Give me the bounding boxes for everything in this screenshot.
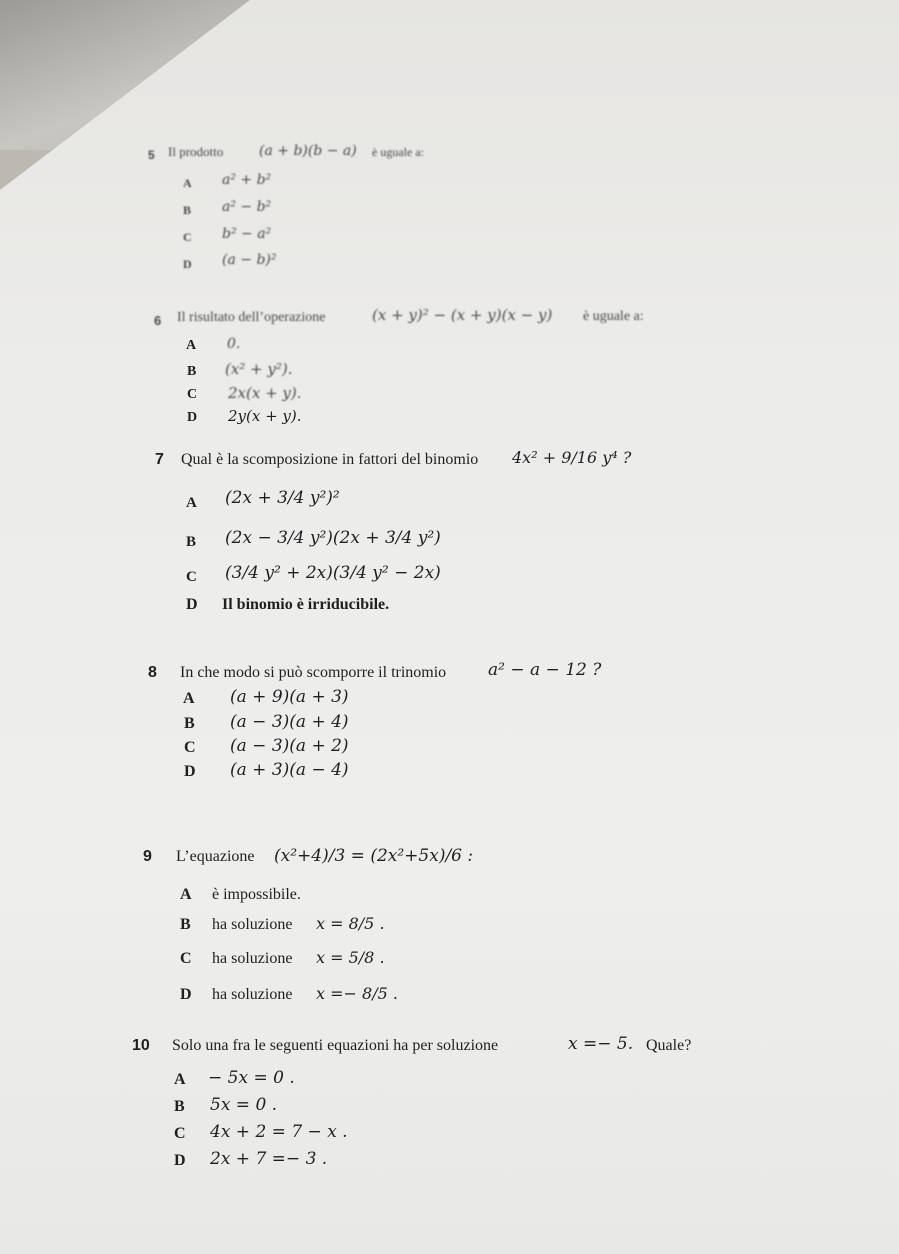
option-d: x =− 8/5 . [316, 984, 398, 1003]
option-letter: A [186, 338, 197, 353]
option-d: Il binomio è irriducibile. [222, 596, 390, 613]
option-c: (a − 3)(a + 2) [230, 736, 349, 756]
question-expression: (x + y)² − (x + y)(x − y) [372, 306, 553, 324]
question-stem: Il risultato dell’operazione [177, 310, 326, 325]
option-c: (3/4 y² + 2x)(3/4 y² − 2x) [225, 563, 441, 583]
option-b: a² − b² [222, 199, 272, 215]
option-c: 4x + 2 = 7 − x . [210, 1122, 348, 1142]
question-number: 10 [132, 1037, 150, 1054]
option-c: 2x(x + y). [228, 384, 302, 402]
option-letter: D [187, 410, 198, 425]
question-stem: Solo una fra le seguenti equazioni ha per soluzione [172, 1037, 499, 1054]
question-stem-end: è uguale a: [372, 145, 424, 159]
option-a: (2x + 3/4 y²)² [225, 488, 340, 508]
option-letter: C [174, 1125, 186, 1142]
option-letter: C [187, 387, 198, 402]
question-number: 5 [148, 148, 155, 162]
option-letter: D [174, 1152, 186, 1169]
question-expression: 4x² + 9/16 y⁴ ? [512, 448, 632, 467]
option-letter: C [180, 950, 192, 967]
option-b: (x² + y²). [225, 360, 293, 378]
option-d: (a + 3)(a − 4) [230, 760, 349, 780]
option-a: a² + b² [222, 172, 272, 188]
option-letter: D [184, 763, 196, 780]
option-letter: D [186, 596, 198, 613]
option-letter: A [174, 1071, 186, 1088]
option-prefix: ha soluzione [212, 986, 293, 1003]
option-letter: B [186, 534, 197, 550]
option-d: 2x + 7 =− 3 . [210, 1149, 328, 1169]
question-number: 7 [155, 451, 164, 468]
option-letter: C [183, 230, 192, 244]
question-stem: Qual è la scomposizione in fattori del binomio [181, 451, 479, 468]
option-letter: A [180, 886, 192, 903]
question-number: 6 [154, 313, 162, 328]
question-expression: (a + b)(b − a) [259, 143, 357, 159]
question-stem: Il prodotto [168, 144, 224, 159]
question-number: 8 [148, 664, 157, 681]
option-d: (a − b)² [222, 252, 277, 268]
option-letter: B [184, 715, 195, 732]
question-expression: a² − a − 12 ? [488, 660, 602, 680]
option-letter: B [174, 1098, 185, 1115]
option-a: è impossibile. [212, 886, 301, 903]
question-stem-end: è uguale a: [583, 309, 644, 324]
option-a: (a + 9)(a + 3) [230, 687, 349, 707]
option-letter: A [183, 690, 195, 707]
option-b: (a − 3)(a + 4) [230, 712, 349, 732]
option-a: − 5x = 0 . [208, 1068, 295, 1088]
option-b: 5x = 0 . [210, 1095, 278, 1115]
option-a: 0. [227, 336, 241, 352]
option-letter: B [183, 203, 192, 217]
question-stem: L’equazione [176, 848, 255, 865]
option-prefix: ha soluzione [212, 916, 293, 933]
option-letter: A [186, 495, 197, 511]
option-letter: B [187, 364, 197, 379]
option-letter: C [186, 569, 197, 585]
option-letter: B [180, 916, 191, 933]
option-c: b² − a² [222, 226, 272, 242]
option-prefix: ha soluzione [212, 950, 293, 967]
option-d: 2y(x + y). [228, 407, 302, 425]
question-expression: (x²+4)/3 = (2x²+5x)/6 : [274, 846, 474, 866]
question-number: 9 [143, 848, 152, 865]
question-stem-end: Quale? [646, 1037, 692, 1054]
option-b: x = 8/5 . [316, 914, 385, 933]
question-expression: x =− 5. [568, 1034, 634, 1054]
option-letter: A [183, 176, 192, 190]
question-stem: In che modo si può scomporre il trinomio [180, 664, 447, 681]
option-letter: D [180, 986, 192, 1003]
option-c: x = 5/8 . [316, 948, 385, 967]
option-b: (2x − 3/4 y²)(2x + 3/4 y²) [225, 528, 441, 548]
option-letter: D [183, 257, 192, 271]
option-letter: C [184, 739, 196, 756]
